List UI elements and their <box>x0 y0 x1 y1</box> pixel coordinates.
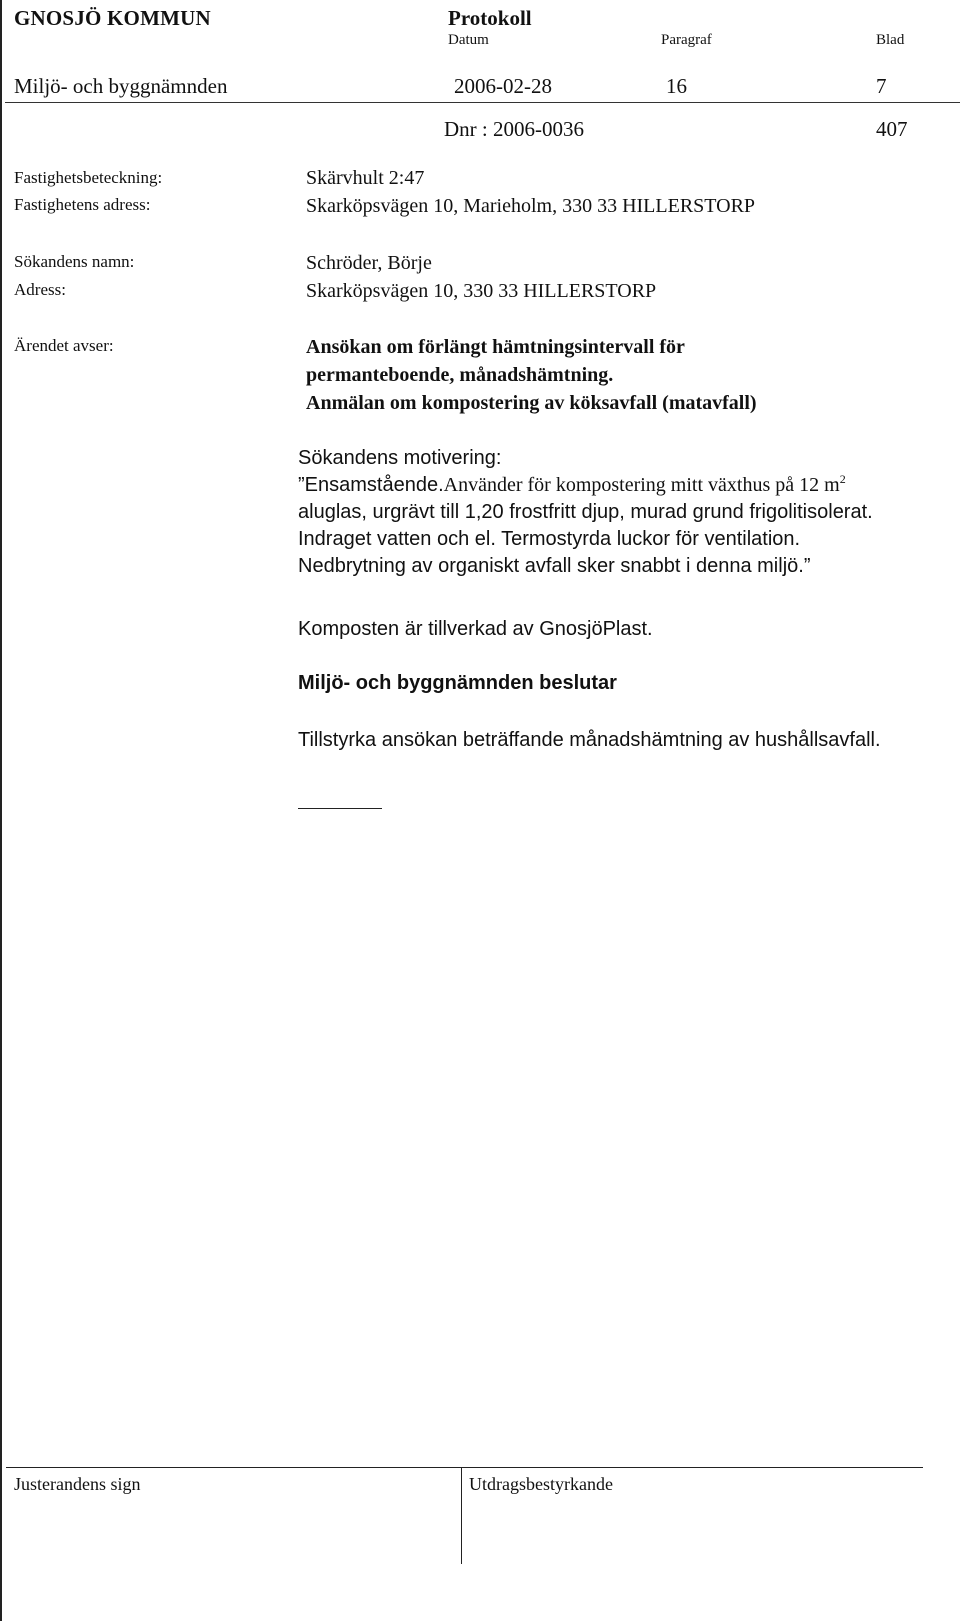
subject-line-1: Ansökan om förlängt hämtningsintervall för <box>306 336 685 358</box>
diary-number: Dnr : 2006-0036 <box>444 117 584 141</box>
sheet-number: 7 <box>876 74 887 98</box>
property-address-value: Skarköpsvägen 10, Marieholm, 330 33 HILLERSTORP <box>306 195 756 217</box>
document-type: Protokoll <box>448 6 532 30</box>
end-of-section-rule <box>298 808 382 809</box>
decision-heading: Miljö- och byggnämnden beslutar <box>298 672 617 694</box>
motivation-line-2: aluglas, urgrävt till 1,20 frostfritt djup, murad grund frigolitisolerat. <box>298 501 873 523</box>
motivation-line-3: Indraget vatten och el. Termostyrda luckor för ventilation. <box>298 528 801 550</box>
paragraf-column-label: Paragraf <box>661 32 712 48</box>
motivation-greenhouse-text: Använder för kompostering mitt växthus på 12 m <box>443 474 840 496</box>
superscript-squared: 2 <box>839 472 846 486</box>
subject-line-3: Anmälan om kompostering av köksavfall (matavfall) <box>306 392 757 414</box>
motivation-heading: Sökandens motivering: <box>298 447 502 469</box>
meeting-date: 2006-02-28 <box>454 74 552 98</box>
decision-text: Tillstyrka ansökan beträffande månadshämtning av hushållsavfall. <box>298 729 881 751</box>
footer-column-divider <box>461 1467 462 1564</box>
organization-name: GNOSJÖ KOMMUN <box>14 6 211 30</box>
property-label: Fastighetsbeteckning: <box>14 168 163 187</box>
property-address-label: Fastighetens adress: <box>14 195 151 214</box>
property-value: Skärvhult 2:47 <box>306 167 425 189</box>
footer-divider <box>6 1467 923 1468</box>
motivation-line-1 <box>298 474 846 497</box>
datum-column-label: Datum <box>448 32 489 48</box>
address-label: Adress: <box>14 280 66 299</box>
applicant-value: Schröder, Börje <box>306 252 432 274</box>
subject-line-2: permanteboende, månadshämtning. <box>306 364 614 386</box>
adjuster-sign-label: Justerandens sign <box>14 1474 141 1494</box>
subject-label: Ärendet avser: <box>14 336 114 355</box>
extract-certification-label: Utdragsbestyrkande <box>469 1474 613 1494</box>
address-value: Skarköpsvägen 10, 330 33 HILLERSTORP <box>306 280 657 302</box>
paragraph-number: 16 <box>666 74 687 98</box>
motivation-line-4: Nedbrytning av organiskt avfall sker snabbt i denna miljö.” <box>298 555 811 577</box>
compost-note: Komposten är tillverkad av GnosjöPlast. <box>298 618 653 640</box>
applicant-label: Sökandens namn: <box>14 252 135 271</box>
case-number: 407 <box>876 117 908 141</box>
left-margin-line <box>0 0 2 1621</box>
committee-name: Miljö- och byggnämnden <box>14 74 228 98</box>
header-divider <box>5 102 960 103</box>
motivation-opening: ”Ensamstående. <box>298 474 444 496</box>
blad-column-label: Blad <box>876 32 905 48</box>
